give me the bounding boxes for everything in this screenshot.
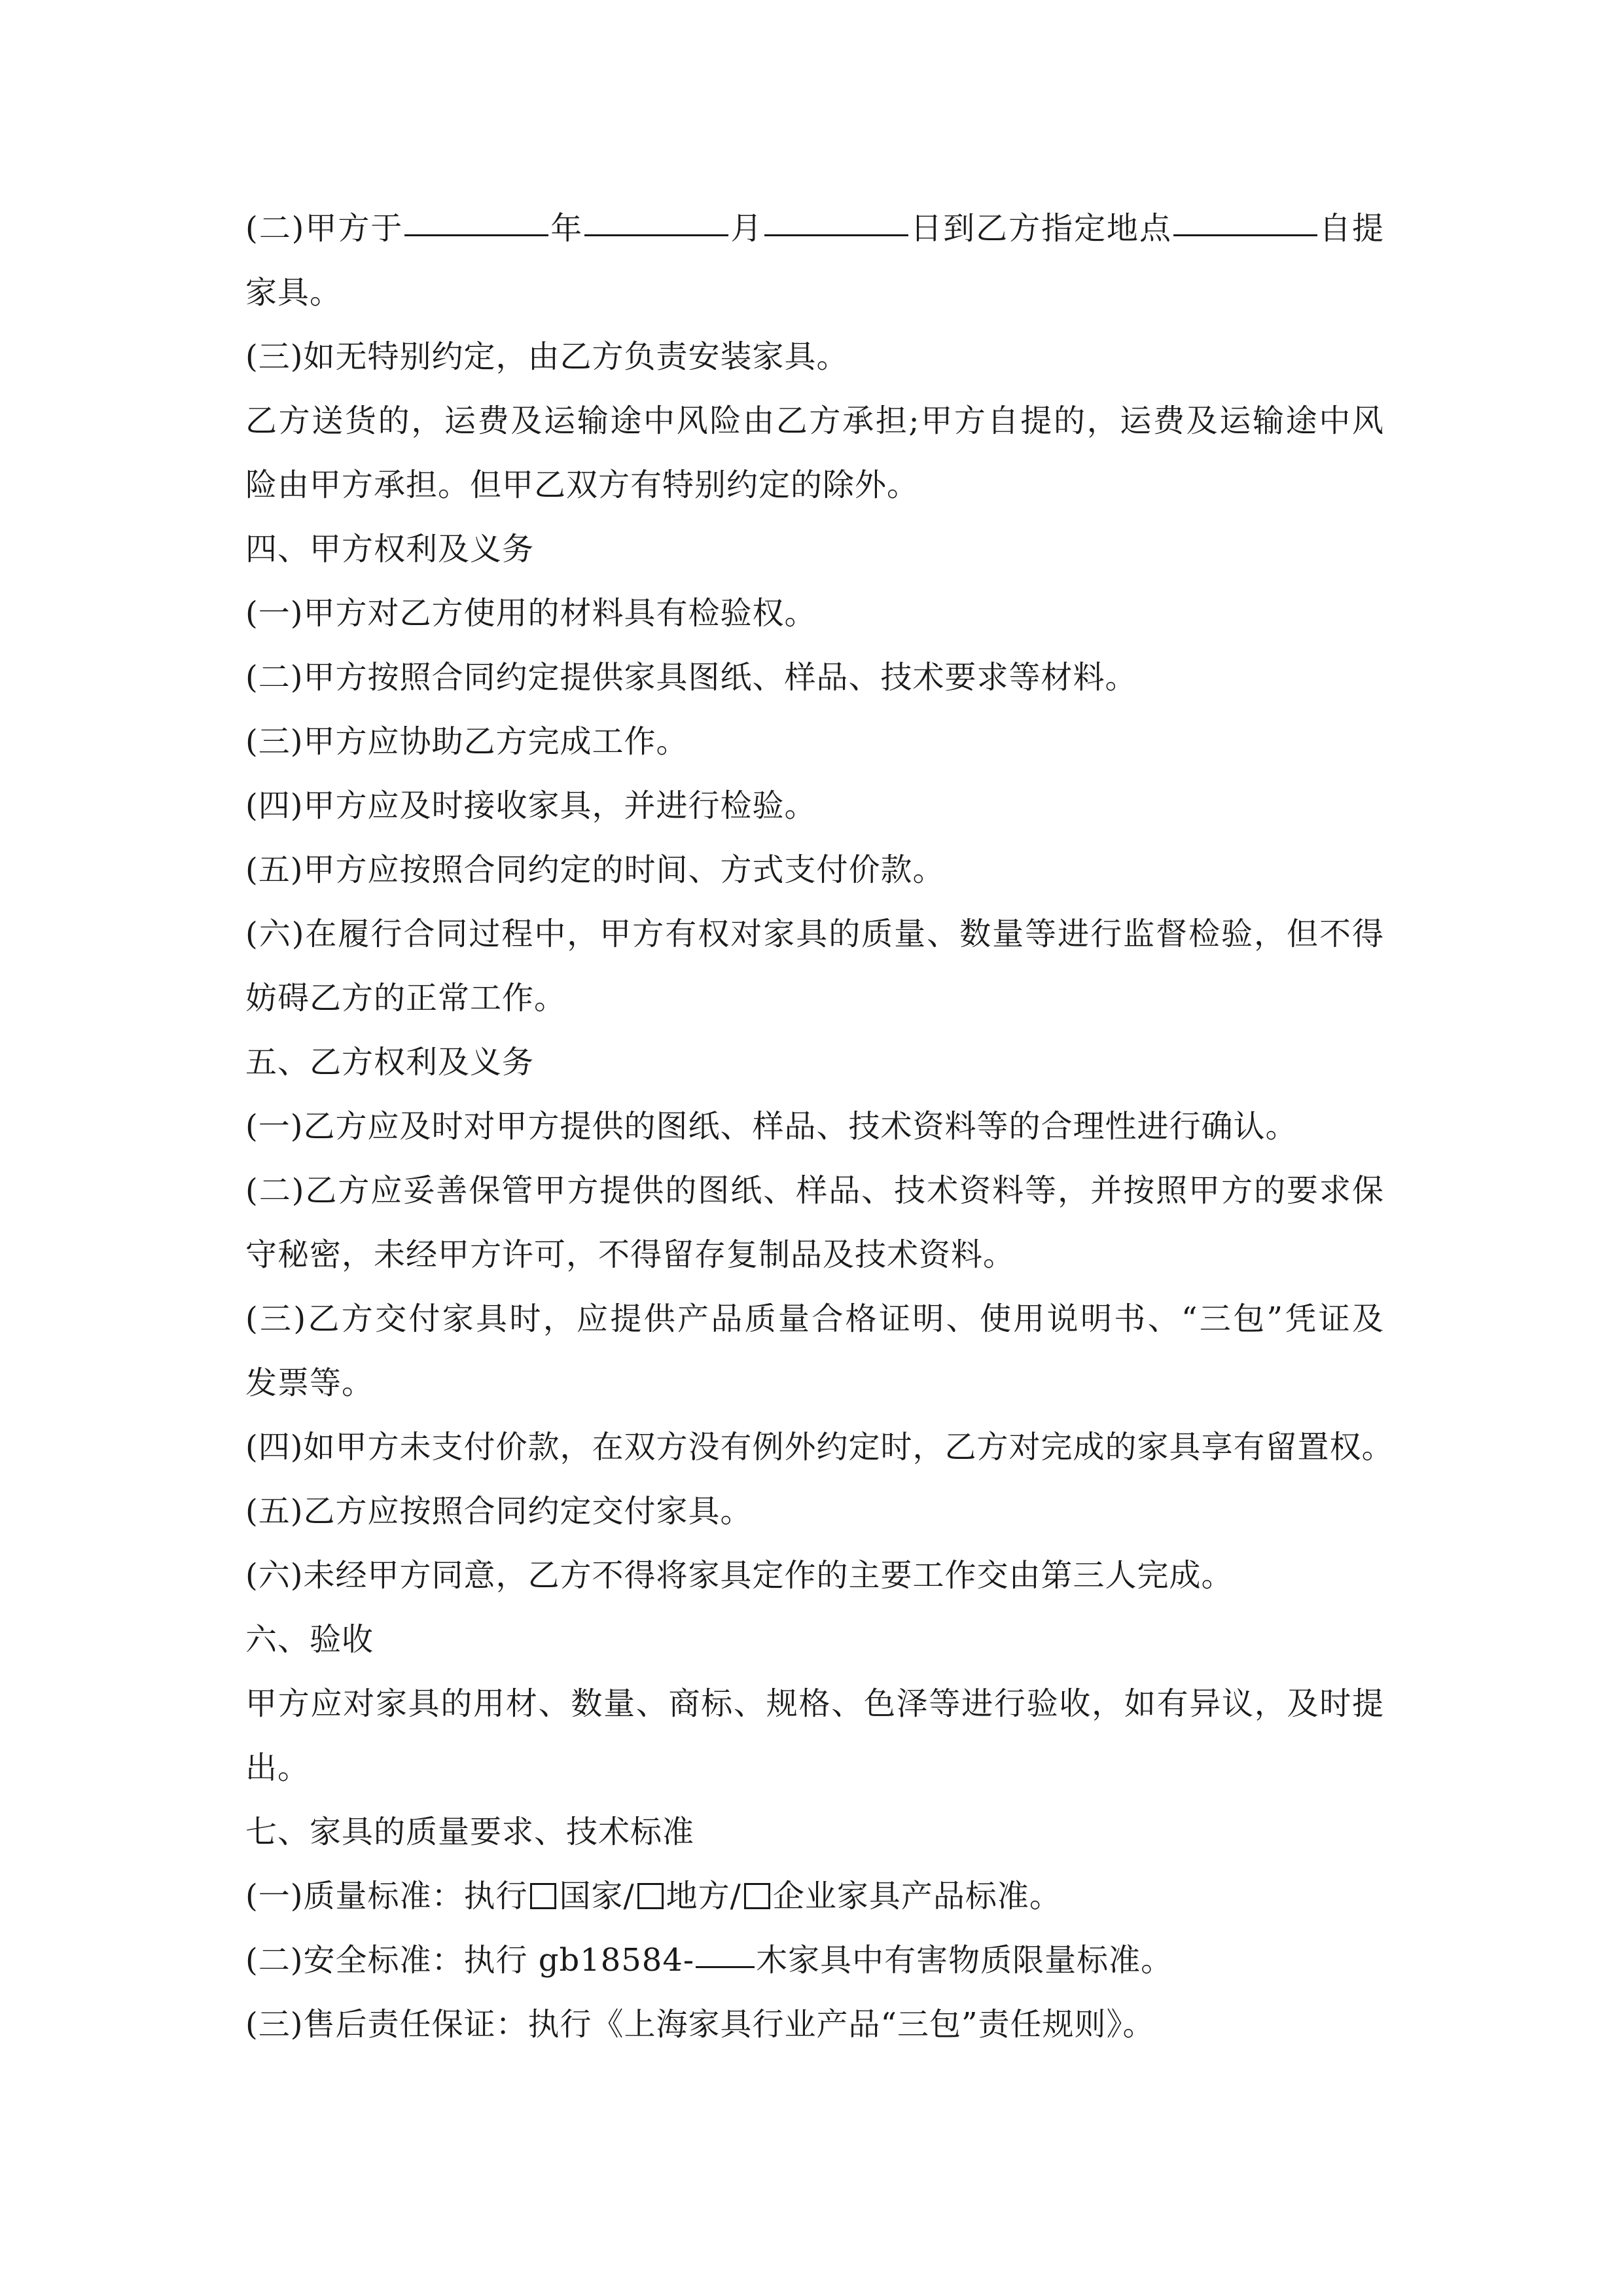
section4-item-6b: 妨碍乙方的正常工作。 bbox=[245, 980, 567, 1016]
section4-heading: 四、甲方权利及义务 bbox=[245, 531, 535, 567]
section4-item-3: (三)甲方应协助乙方完成工作。 bbox=[245, 723, 688, 760]
month-blank[interactable] bbox=[584, 196, 728, 236]
section7-heading: 七、家具的质量要求、技术标准 bbox=[245, 1814, 695, 1850]
section4-item-2: (二)甲方按照合同约定提供家具图纸、样品、技术要求等材料。 bbox=[245, 659, 1137, 696]
section4-item-5: (五)甲方应按照合同约定的时间、方式支付价款。 bbox=[245, 852, 945, 888]
safety-standard-prefix: (二)安全标准：执行 gb18584- bbox=[245, 1942, 695, 1979]
year-label: 年 bbox=[550, 210, 584, 247]
section4-item-1: (一)甲方对乙方使用的材料具有检验权。 bbox=[245, 595, 817, 632]
risk-clause-a: 乙方送货的，运费及运输途中风险由乙方承担;甲方自提的，运费及运输途中风 bbox=[245, 403, 1384, 439]
delivery-line-cont: 家具。 bbox=[245, 274, 342, 311]
install-clause: (三)如无特别约定，由乙方负责安装家具。 bbox=[245, 338, 849, 375]
section6-text-a: 甲方应对家具的用材、数量、商标、规格、色泽等进行验收，如有异议，及时提 bbox=[245, 1685, 1384, 1722]
section7-item-2 bbox=[245, 1928, 1384, 1992]
local-label: 地方/ bbox=[666, 1878, 741, 1914]
delivery-date-line bbox=[245, 196, 1384, 260]
section5-heading: 五、乙方权利及义务 bbox=[245, 1044, 535, 1081]
section5-item-3a: (三)乙方交付家具时，应提供产品质量合格证明、使用说明书、“三包”凭证及 bbox=[245, 1300, 1384, 1337]
section5-item-4: (四)如甲方未支付价款，在双方没有例外约定时，乙方对完成的家具享有留置权。 bbox=[245, 1429, 1394, 1465]
day-place-label: 日到乙方指定地点 bbox=[910, 210, 1172, 247]
section7-item-3: (三)售后责任保证：执行《上海家具行业产品“三包”责任规则》。 bbox=[245, 2006, 1155, 2043]
section5-item-6: (六)未经甲方同意，乙方不得将家具定作的主要工作交由第三人完成。 bbox=[245, 1557, 1234, 1594]
quality-standard-prefix: (一)质量标准：执行 bbox=[245, 1878, 528, 1914]
place-blank[interactable] bbox=[1173, 196, 1317, 236]
contract-page bbox=[245, 196, 1394, 2056]
section5-item-2b: 守秘密，未经甲方许可，不得留存复制品及技术资料。 bbox=[245, 1236, 1016, 1273]
section6-heading: 六、验收 bbox=[245, 1621, 374, 1658]
section4-item-4: (四)甲方应及时接收家具，并进行检验。 bbox=[245, 787, 817, 824]
section5-item-5: (五)乙方应按照合同约定交付家具。 bbox=[245, 1493, 753, 1530]
enterprise-checkbox[interactable] bbox=[744, 1883, 770, 1909]
section4-item-6a: (六)在履行合同过程中，甲方有权对家具的质量、数量等进行监督检验，但不得 bbox=[245, 916, 1384, 952]
risk-clause-b: 险由甲方承担。但甲乙双方有特别约定的除外。 bbox=[245, 467, 919, 503]
standard-year-blank[interactable] bbox=[696, 1928, 755, 1968]
month-label: 月 bbox=[730, 210, 764, 247]
section7-item-1 bbox=[245, 1864, 1384, 1928]
section5-item-1: (一)乙方应及时对甲方提供的图纸、样品、技术资料等的合理性进行确认。 bbox=[245, 1108, 1298, 1145]
national-checkbox[interactable] bbox=[530, 1883, 556, 1909]
section5-item-3b: 发票等。 bbox=[245, 1365, 374, 1401]
section5-item-2a: (二)乙方应妥善保管甲方提供的图纸、样品、技术资料等，并按照甲方的要求保 bbox=[245, 1172, 1384, 1209]
year-blank[interactable] bbox=[404, 196, 548, 236]
self-pick-label: 自提 bbox=[1319, 210, 1384, 247]
local-checkbox[interactable] bbox=[637, 1883, 664, 1909]
national-label: 国家/ bbox=[559, 1878, 635, 1914]
section6-text-b: 出。 bbox=[245, 1749, 310, 1786]
enterprise-label: 企业家具产品标准。 bbox=[772, 1878, 1061, 1914]
safety-standard-suffix: 木家具中有害物质限量标准。 bbox=[756, 1942, 1173, 1979]
day-blank[interactable] bbox=[764, 196, 908, 236]
delivery-prefix: (二)甲方于 bbox=[245, 210, 404, 247]
